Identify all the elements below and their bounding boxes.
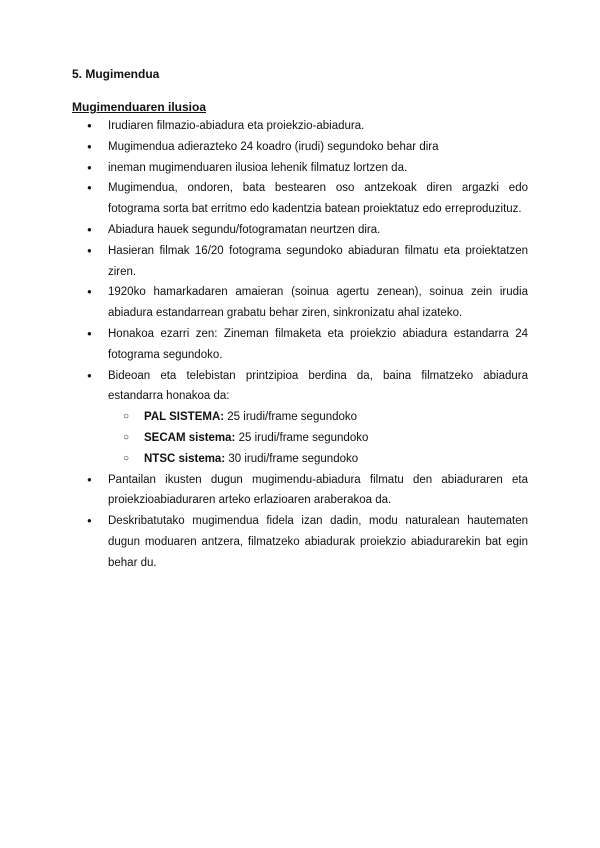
sublist-item (108, 428, 528, 449)
list-item: ● 1920ko hamarkadaren amaieran (soinua agertu zenean), soinua zein irudia abiadura estandarrean grabatu behar ziren, sinkronizatu ahal izateko. (72, 282, 528, 324)
list-item: ● Irudiaren filmazio-abiadura eta proiekzio-abiadura. (72, 116, 528, 137)
list-item: ● Honakoa ezarri zen: Zineman filmaketa eta proiekzio abiadura estandarra 24 fotograma segundoko. (72, 324, 528, 366)
list-item: ● ineman mugimenduaren ilusioa lehenik filmatuz lortzen da. (72, 158, 528, 179)
list-item: ● Deskribatutako mugimendua fidela izan dadin, modu naturalean hautematen dugun moduaren antzera, filmatzeko abiadurak proiekzio abiadurarekin bat egin behar du. (72, 511, 528, 573)
list-item: ● Pantailan ikusten dugun mugimendu-abiadura filmatu den abiaduraren eta proiekzioabiaduraren arteko erlazioaren araberakoa da. (72, 470, 528, 512)
standard-rate: 25 irudi/frame segundoko (235, 431, 369, 444)
standard-rate: 25 irudi/frame segundoko (224, 411, 358, 424)
standard-name: NTSC sistema: (144, 452, 226, 465)
standards-sublist (108, 407, 528, 469)
standard-name: SECAM sistema: (144, 431, 236, 444)
section-title: 5. Mugimendua (72, 67, 160, 81)
list-item-text: Bideoan eta telebistan printzipioa berdina da, baina filmatzeko abiadura estandarra honakoa da: (108, 369, 528, 403)
list-item: ● Mugimendua adierazteko 24 koadro (irudi) segundoko behar dira (72, 137, 528, 158)
standard-name: PAL SISTEMA: (144, 411, 225, 424)
sublist-item (108, 449, 528, 470)
sublist-item (108, 407, 528, 428)
section-subtitle: Mugimenduaren ilusioa (72, 100, 207, 114)
list-item: ● Mugimendua, ondoren, bata bestearen oso antzekoak diren argazki edo fotograma sorta bat erritmo edo kadentzia batean proiektatuz edo erreproduzituz. (72, 178, 528, 220)
list-item: ● Abiadura hauek segundu/fotogramatan neurtzen dira. (72, 220, 528, 241)
list-item: ● Hasieran filmak 16/20 fotograma segundoko abiaduran filmatu eta proiektatzen ziren. (72, 241, 528, 283)
standard-rate: 30 irudi/frame segundoko (225, 452, 359, 465)
bullet-list (72, 116, 528, 574)
list-item-with-sublist (72, 366, 528, 470)
document-page (72, 64, 528, 574)
